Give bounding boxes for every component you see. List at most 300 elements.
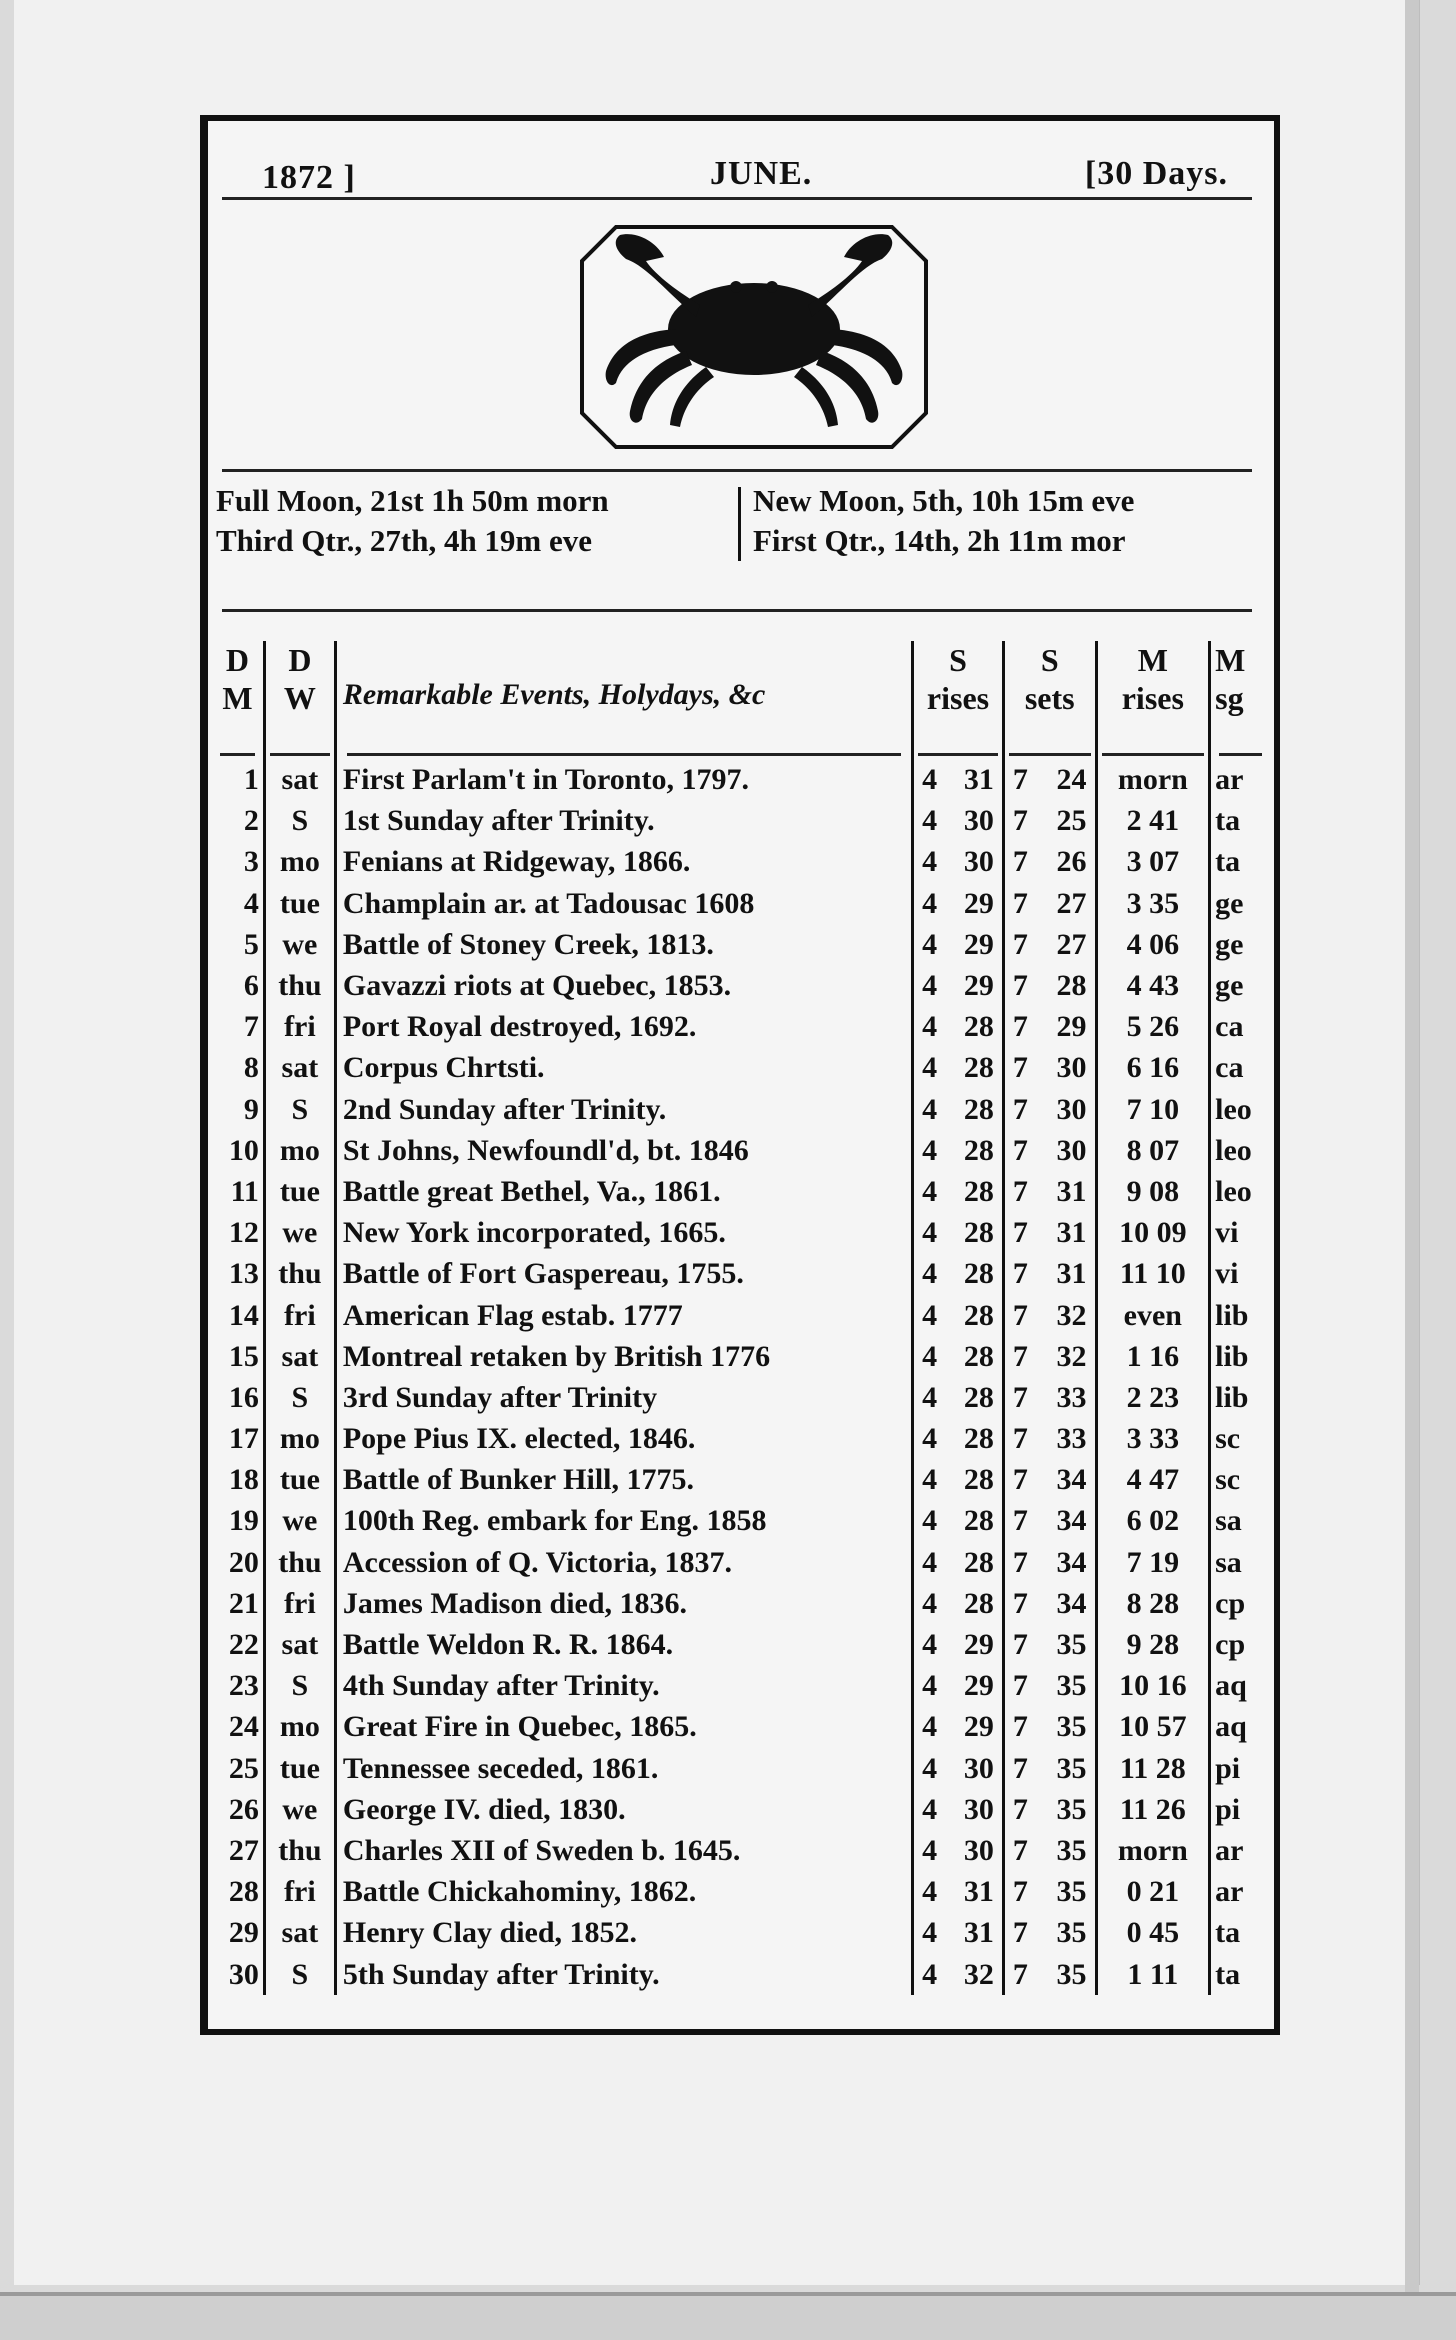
moon-rises [1096,1294,1210,1335]
sun-set-min: 28 [1056,969,1087,1003]
day-of-week: thu [264,1830,335,1871]
sun-sets [1003,1706,1096,1747]
day-of-month: 30 [216,1953,264,1994]
sun-set-min: 31 [1056,1216,1087,1250]
sun-sets [1003,800,1096,841]
event-text: Corpus Chrtsti. [335,1047,912,1088]
moon-rises [1096,1830,1210,1871]
moon-sign: sa [1215,1545,1242,1579]
event-text: Battle of Fort Gaspereau, 1755. [335,1253,912,1294]
day-of-month: 26 [216,1789,264,1830]
sun-set-min: 27 [1056,927,1087,961]
sun-rise-min: 29 [963,927,994,961]
sun-rise-min: 28 [963,1422,994,1456]
moon-sign: ar [1215,763,1244,797]
sun-rise-min: 28 [963,1463,994,1497]
sun-set-min: 35 [1056,1669,1087,1703]
day-of-month: 29 [216,1912,264,1953]
sun-rises [913,965,1004,1006]
sun-rise-hour: 4 [922,1792,938,1826]
sun-rise-hour: 4 [922,1875,938,1909]
sun-set-min: 24 [1056,763,1087,797]
moon-rise-value: 11 28 [1119,1751,1186,1785]
sun-rises [913,1748,1004,1789]
day-of-week: S [264,1665,335,1706]
day-of-month: 10 [216,1130,264,1171]
event-text: New York incorporated, 1665. [335,1212,912,1253]
sun-rise-hour: 4 [922,1504,938,1538]
moon-rises [1096,1130,1210,1171]
moon-rise-value: 2 23 [1126,1380,1180,1414]
moon-rises [1096,1912,1210,1953]
moon-sign: ar [1215,1875,1244,1909]
moon-sign: ta [1215,1916,1241,1950]
table-row [216,1953,1266,1994]
day-of-month: 2 [216,800,264,841]
moon-sign: ca [1215,1010,1244,1044]
moon-rises [1096,1542,1210,1583]
moon-rises [1096,965,1210,1006]
calendar-table [216,641,1266,1995]
sun-set-hour: 7 [1012,1751,1028,1785]
sun-rises [913,1583,1004,1624]
sun-rises [913,1336,1004,1377]
sun-rises [913,800,1004,841]
day-of-month: 4 [216,883,264,924]
day-of-month: 13 [216,1253,264,1294]
sun-rise-hour: 4 [922,1957,938,1991]
day-of-month: 8 [216,1047,264,1088]
moon-rises [1096,759,1210,800]
sun-sets [1003,759,1096,800]
table-row [216,1006,1266,1047]
event-text: 1st Sunday after Trinity. [335,800,912,841]
sun-rise-hour: 4 [922,927,938,961]
moon-phases-right [753,481,1268,561]
moon-sign: ge [1215,969,1244,1003]
sun-set-min: 35 [1056,1916,1087,1950]
moon-sign: vi [1215,1216,1239,1250]
sun-sets [1003,1253,1096,1294]
moon-rises [1096,841,1210,882]
sun-rise-hour: 4 [922,1174,938,1208]
day-of-week: sat [264,1624,335,1665]
sun-rises [913,883,1004,924]
sun-rise-min: 28 [963,1174,994,1208]
sun-rise-min: 28 [963,1339,994,1373]
sun-set-hour: 7 [1012,1916,1028,1950]
day-of-week: we [264,924,335,965]
sun-sets [1003,1418,1096,1459]
table-row [216,1294,1266,1335]
event-text: 4th Sunday after Trinity. [335,1665,912,1706]
table-row [216,1706,1266,1747]
sun-rises [913,759,1004,800]
sun-rises [913,1212,1004,1253]
sun-rise-hour: 4 [922,1216,938,1250]
day-of-month: 27 [216,1830,264,1871]
sun-set-min: 35 [1056,1833,1087,1867]
event-text: George IV. died, 1830. [335,1789,912,1830]
col-header-sun-rises: S rises [913,641,1004,749]
header-rule [222,197,1252,200]
event-text: St Johns, Newfoundl'd, bt. 1846 [335,1130,912,1171]
day-of-week: S [264,1953,335,1994]
sun-set-hour: 7 [1012,1504,1028,1538]
moon-sign: lib [1215,1380,1249,1414]
sun-rise-hour: 4 [922,1380,938,1414]
sun-rise-min: 30 [963,1751,994,1785]
sun-rises [913,1253,1004,1294]
moon-rises [1096,924,1210,965]
sun-rise-min: 28 [963,1133,994,1167]
day-of-week: we [264,1789,335,1830]
sun-set-hour: 7 [1012,1586,1028,1620]
sun-set-min: 25 [1056,804,1087,838]
sun-rises [913,1706,1004,1747]
sun-rises [913,1624,1004,1665]
sun-rise-min: 30 [963,1833,994,1867]
sun-sets [1003,841,1096,882]
sun-set-min: 34 [1056,1586,1087,1620]
sun-set-min: 35 [1056,1957,1087,1991]
event-text: 100th Reg. embark for Eng. 1858 [335,1500,912,1541]
event-text: Battle great Bethel, Va., 1861. [335,1171,912,1212]
event-text: Battle of Stoney Creek, 1813. [335,924,912,965]
emblem-rule [222,469,1252,472]
moon-rises [1096,1336,1210,1377]
sun-rise-hour: 4 [922,1092,938,1126]
full-moon-text: Full Moon, 21st 1h 50m morn [216,483,609,518]
moon-rises [1096,1212,1210,1253]
sun-sets [1003,1583,1096,1624]
moon-rises [1096,1706,1210,1747]
sun-set-min: 35 [1056,1751,1087,1785]
calendar-header [248,145,1228,195]
moon-sign: ar [1215,1833,1244,1867]
day-of-week: tue [264,883,335,924]
sun-rises [913,1830,1004,1871]
event-text: Battle Chickahominy, 1862. [335,1871,912,1912]
sun-set-hour: 7 [1012,927,1028,961]
moon-sign: pi [1215,1751,1241,1785]
sun-rise-min: 30 [963,804,994,838]
sun-set-min: 30 [1056,1133,1087,1167]
sun-rises [913,924,1004,965]
moon-divider [738,487,741,561]
month-title: JUNE. [710,155,813,192]
moon-sign: sc [1215,1463,1241,1497]
moon-rises [1096,800,1210,841]
event-text: Montreal retaken by British 1776 [335,1336,912,1377]
sun-set-hour: 7 [1012,1339,1028,1373]
moon-rise-value: 3 33 [1126,1422,1180,1456]
moon-rise-value: 7 19 [1126,1545,1180,1579]
sun-rise-min: 28 [963,1298,994,1332]
moon-sign: leo [1215,1174,1252,1208]
sun-set-hour: 7 [1012,1092,1028,1126]
sun-rises [913,1006,1004,1047]
sun-sets [1003,1665,1096,1706]
moon-rise-value: 7 10 [1126,1092,1180,1126]
header-sub-rule [216,749,1266,759]
table-row [216,965,1266,1006]
sun-rise-hour: 4 [922,1339,938,1373]
sun-set-hour: 7 [1012,1380,1028,1414]
sun-rise-hour: 4 [922,1463,938,1497]
sun-sets [1003,1789,1096,1830]
page-edge [1405,0,1419,2300]
moon-rise-value: 9 28 [1126,1628,1180,1662]
table-row [216,1089,1266,1130]
moon-rise-value: 9 08 [1126,1174,1180,1208]
event-text: Henry Clay died, 1852. [335,1912,912,1953]
day-of-week: thu [264,1253,335,1294]
sun-set-hour: 7 [1012,1216,1028,1250]
day-of-month: 28 [216,1871,264,1912]
sun-rises [913,1418,1004,1459]
moon-sign: ta [1215,1957,1241,1991]
moon-rise-value: 10 16 [1119,1669,1187,1703]
sun-sets [1003,1459,1096,1500]
crab-icon [576,221,932,453]
moon-rise-value: 8 07 [1126,1133,1180,1167]
sun-rise-hour: 4 [922,1051,938,1085]
moon-sign: ge [1215,927,1244,961]
sun-rises [913,1912,1004,1953]
table-row [216,1047,1266,1088]
day-of-week: thu [264,965,335,1006]
sun-rise-min: 31 [963,1916,994,1950]
event-text: Gavazzi riots at Quebec, 1853. [335,965,912,1006]
moon-rise-value: 10 09 [1119,1216,1187,1250]
sun-sets [1003,1871,1096,1912]
sun-rise-min: 28 [963,1092,994,1126]
day-of-week: S [264,1377,335,1418]
sun-set-hour: 7 [1012,1545,1028,1579]
table-row [216,1871,1266,1912]
moons-rule [222,609,1252,612]
sun-rise-hour: 4 [922,1257,938,1291]
sun-set-min: 34 [1056,1463,1087,1497]
sun-set-min: 33 [1056,1422,1087,1456]
moon-rises [1096,1089,1210,1130]
day-of-week: sat [264,1336,335,1377]
table-row [216,800,1266,841]
sun-sets [1003,965,1096,1006]
moon-rises [1096,883,1210,924]
table-header-row [216,641,1266,749]
table-row [216,1830,1266,1871]
table-row [216,1542,1266,1583]
moon-rise-value: 6 02 [1126,1504,1180,1538]
moon-rise-value: 4 43 [1126,969,1180,1003]
sun-sets [1003,883,1096,924]
sun-rises [913,1130,1004,1171]
moon-sign: vi [1215,1257,1239,1291]
calendar-frame [200,115,1280,2035]
table-row [216,1171,1266,1212]
moon-sign: ge [1215,886,1244,920]
table-row [216,1459,1266,1500]
moon-rises [1096,1377,1210,1418]
sun-rises [913,1377,1004,1418]
sun-rise-min: 29 [963,1669,994,1703]
sun-rise-hour: 4 [922,886,938,920]
day-of-month: 19 [216,1500,264,1541]
sun-set-hour: 7 [1012,804,1028,838]
sun-rise-hour: 4 [922,763,938,797]
moon-rises [1096,1624,1210,1665]
moon-rise-value: 10 57 [1119,1710,1187,1744]
sun-set-hour: 7 [1012,1792,1028,1826]
sun-sets [1003,1542,1096,1583]
day-of-month: 3 [216,841,264,882]
event-text: Fenians at Ridgeway, 1866. [335,841,912,882]
day-of-week: tue [264,1459,335,1500]
sun-set-min: 35 [1056,1628,1087,1662]
moon-rise-value: 3 35 [1126,886,1180,920]
sun-set-min: 34 [1056,1545,1087,1579]
moon-rise-value: even [1123,1298,1182,1332]
sun-sets [1003,1748,1096,1789]
day-of-week: fri [264,1583,335,1624]
sun-rise-min: 28 [963,1380,994,1414]
moon-rise-value: morn [1117,763,1188,797]
moon-sign: aq [1215,1710,1247,1744]
event-text: Port Royal destroyed, 1692. [335,1006,912,1047]
event-text: 5th Sunday after Trinity. [335,1953,912,1994]
sun-set-min: 35 [1056,1875,1087,1909]
sun-rise-min: 31 [963,1875,994,1909]
sun-rise-min: 28 [963,1051,994,1085]
moon-rises [1096,1459,1210,1500]
sun-sets [1003,1089,1096,1130]
table-row [216,1336,1266,1377]
day-of-month: 24 [216,1706,264,1747]
moon-rise-value: 0 21 [1126,1875,1180,1909]
sun-set-min: 35 [1056,1710,1087,1744]
sun-rise-min: 28 [963,1257,994,1291]
sun-rise-hour: 4 [922,1710,938,1744]
sun-sets [1003,1047,1096,1088]
day-of-month: 21 [216,1583,264,1624]
sun-sets [1003,1336,1096,1377]
day-of-month: 1 [216,759,264,800]
sun-set-min: 32 [1056,1339,1087,1373]
day-of-week: mo [264,841,335,882]
day-of-month: 11 [216,1171,264,1212]
sun-rise-hour: 4 [922,845,938,879]
sun-set-hour: 7 [1012,763,1028,797]
moon-rises [1096,1500,1210,1541]
day-of-month: 20 [216,1542,264,1583]
col-header-day-of-month: D M [216,641,264,749]
event-text: Pope Pius IX. elected, 1846. [335,1418,912,1459]
table-row [216,1665,1266,1706]
sun-rise-hour: 4 [922,1669,938,1703]
event-text: Great Fire in Quebec, 1865. [335,1706,912,1747]
day-of-week: mo [264,1418,335,1459]
day-of-month: 9 [216,1089,264,1130]
day-of-week: sat [264,1912,335,1953]
col-header-moon-rises: M rises [1096,641,1210,749]
day-of-week: sat [264,1047,335,1088]
moon-sign: aq [1215,1669,1247,1703]
day-of-week: fri [264,1294,335,1335]
moon-phases [208,481,1274,561]
moon-rise-value: 2 41 [1126,804,1180,838]
event-text: Tennessee seceded, 1861. [335,1748,912,1789]
sun-rise-min: 30 [963,1792,994,1826]
sun-sets [1003,1912,1096,1953]
moon-sign: lib [1215,1339,1249,1373]
day-of-month: 12 [216,1212,264,1253]
table-row [216,924,1266,965]
moon-rises [1096,1953,1210,1994]
sun-set-min: 33 [1056,1380,1087,1414]
event-text: Charles XII of Sweden b. 1645. [335,1830,912,1871]
table-row [216,1583,1266,1624]
table-row [216,1418,1266,1459]
event-text: Battle Weldon R. R. 1864. [335,1624,912,1665]
event-text: James Madison died, 1836. [335,1583,912,1624]
day-of-week: we [264,1500,335,1541]
moon-rises [1096,1047,1210,1088]
day-of-month: 6 [216,965,264,1006]
moon-rise-value: 3 07 [1126,845,1180,879]
moon-rises [1096,1665,1210,1706]
sun-set-hour: 7 [1012,1422,1028,1456]
day-of-month: 17 [216,1418,264,1459]
moon-rise-value: 6 16 [1126,1051,1180,1085]
table-row [216,1377,1266,1418]
sun-rises [913,1665,1004,1706]
table-row [216,759,1266,800]
sun-rise-hour: 4 [922,1586,938,1620]
sun-set-hour: 7 [1012,845,1028,879]
new-moon-text: New Moon, 5th, 10h 15m eve [753,483,1135,518]
sun-rise-min: 28 [963,1586,994,1620]
sun-rise-hour: 4 [922,1833,938,1867]
sun-rises [913,1459,1004,1500]
sun-rise-hour: 4 [922,1010,938,1044]
sun-rise-hour: 4 [922,804,938,838]
sun-sets [1003,1171,1096,1212]
moon-sign: ta [1215,845,1241,879]
sun-set-min: 30 [1056,1092,1087,1126]
moon-rises [1096,1006,1210,1047]
sun-set-min: 32 [1056,1298,1087,1332]
sun-rise-hour: 4 [922,1133,938,1167]
sun-rise-hour: 4 [922,1628,938,1662]
day-of-month: 18 [216,1459,264,1500]
sun-set-hour: 7 [1012,1833,1028,1867]
col-header-moon-sign: M sg [1215,642,1246,716]
sun-rise-hour: 4 [922,1545,938,1579]
sun-sets [1003,924,1096,965]
moon-sign: leo [1215,1092,1252,1126]
sun-rise-min: 28 [963,1216,994,1250]
day-of-week: sat [264,759,335,800]
calendar-body [216,759,1266,1995]
first-quarter-text: First Qtr., 14th, 2h 11m mor [753,523,1126,558]
table-row [216,1253,1266,1294]
moon-rises [1096,1871,1210,1912]
sun-rises [913,841,1004,882]
sun-set-hour: 7 [1012,1298,1028,1332]
sun-rises [913,1294,1004,1335]
